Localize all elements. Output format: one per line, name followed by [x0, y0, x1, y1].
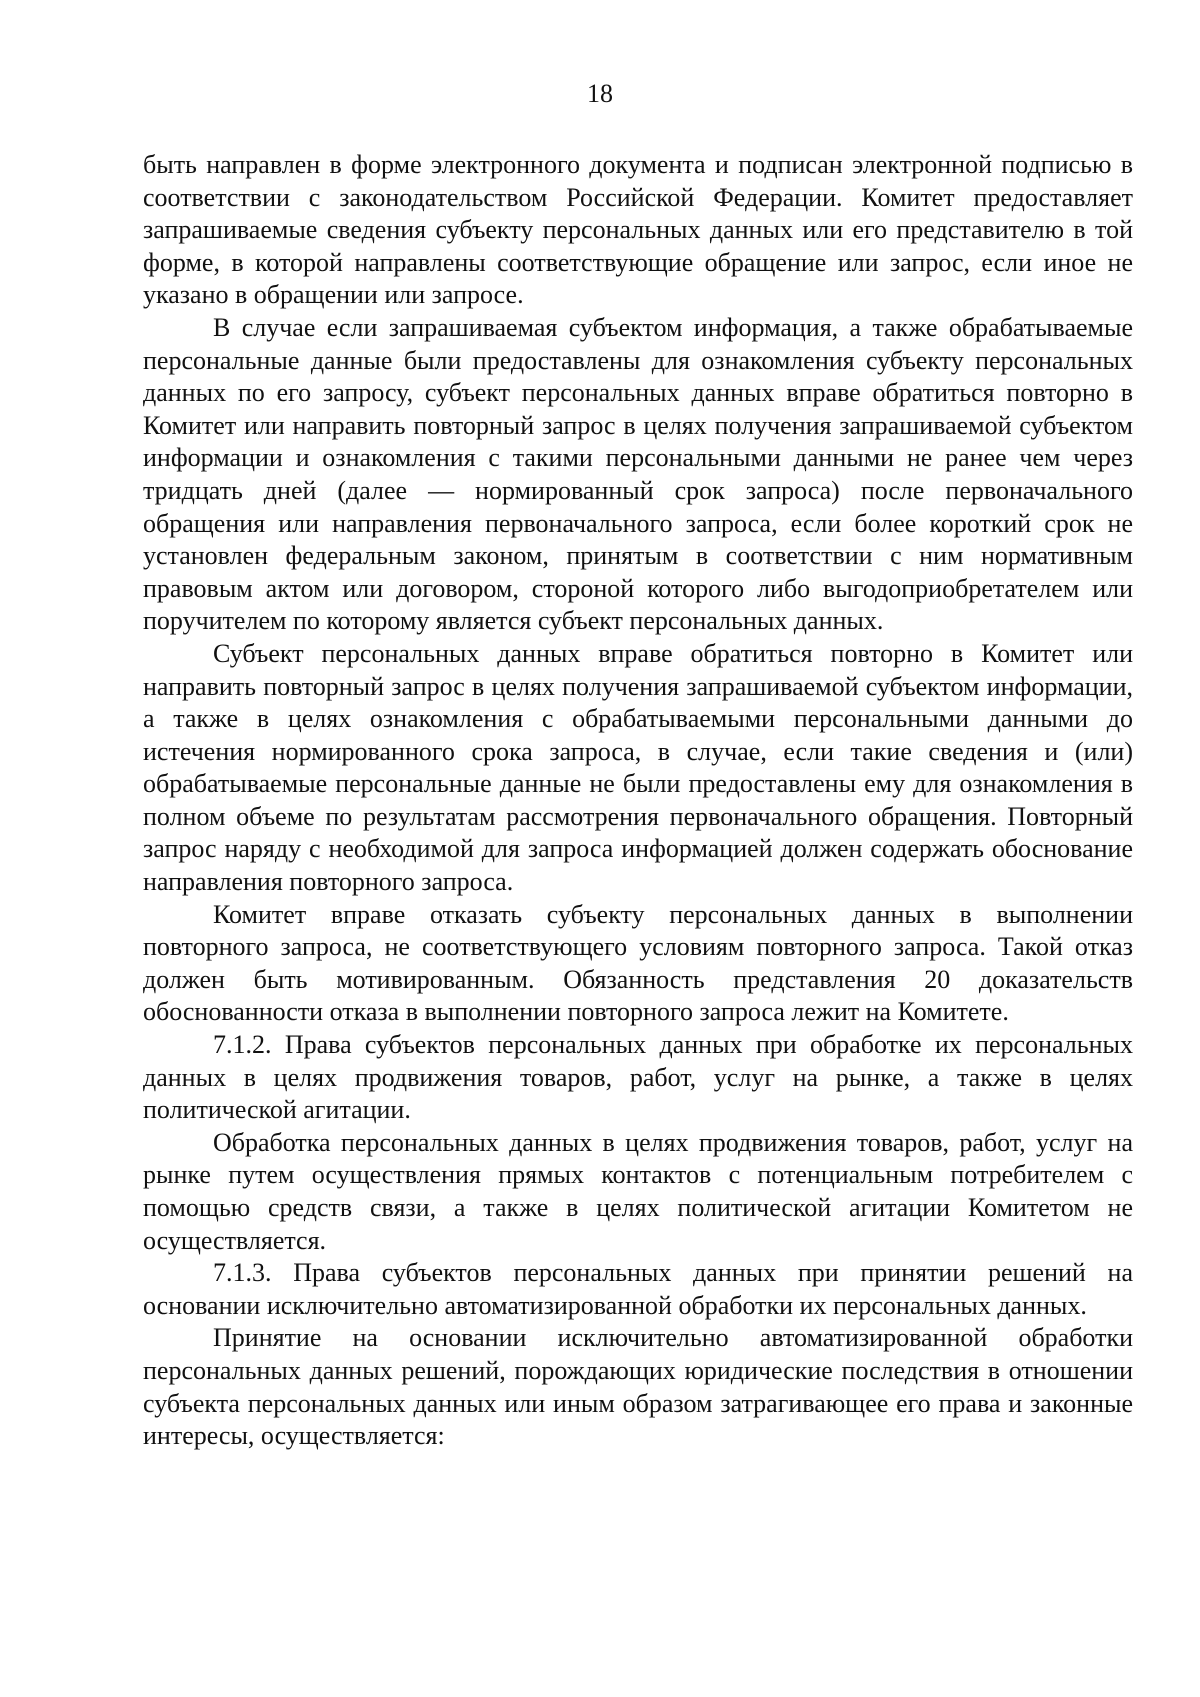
paragraph-early-repeat-request: Субъект персональных данных вправе обратиться повторно в Комитет или направить повторный запрос в целях получения запрашиваемой субъектом информации, а также в целях ознакомления с обрабатываемыми персональными данными до истечения нормированного срока запроса, в случае, если такие сведения и (или) обрабатываемые персональные данные не были предоставлены ему для ознакомления в полном объеме по результатам рассмотрения первоначального обращения. Повторный запрос наряду с необходимой для запроса информацией должен содержать обоснование направления повторного запроса.: [143, 638, 1133, 897]
paragraph-repeat-request-timing: В случае если запрашиваемая субъектом информация, а также обрабатываемые персональные данные были предоставлены для ознакомления субъекту персональных данных по его запросу, субъект персональных данных вправе обратиться повторно в Комитет или направить повторный запрос в целях получения запрашиваемой субъектом информации и ознакомления с такими персональными данными не ранее чем через тридцать дней (далее — нормированный срок запроса) после первоначального обращения или направления первоначального запроса, если более короткий срок не установлен федеральным законом, принятым в соответствии с ним нормативным правовым актом или договором, стороной которого либо выгодоприобретателем или поручителем по которому является субъект персональных данных.: [143, 312, 1133, 636]
page-number: 18: [587, 79, 613, 108]
section-heading-7-1-2: 7.1.2. Права субъектов персональных данных при обработке их персональных данных в целях продвижения товаров, работ, услуг на рынке, а также в целях политической агитации.: [143, 1030, 1133, 1125]
paragraph-marketing-processing: Обработка персональных данных в целях продвижения товаров, работ, услуг на рынке путем осуществления прямых контактов с потенциальным потребителем с помощью средств связи, а также в целях политической агитации Комитетом не осуществляется.: [143, 1127, 1133, 1255]
paragraph-continuation: быть направлен в форме электронного документа и подписан электронной подписью в соответствии с законодательством Российской Федерации. Комитет предоставляет запрашиваемые сведения субъекту персональных данных или его представителю в той форме, в которой направлены соответствующие обращение или запрос, если иное не указано в обращении или запросе.: [143, 150, 1133, 310]
document-body: [143, 149, 1133, 1453]
section-heading-7-1-3: 7.1.3. Права субъектов персональных данных при принятии решений на основании исключительно автоматизированной обработки их персональных данных.: [143, 1258, 1133, 1320]
paragraph-automated-decisions: Принятие на основании исключительно автоматизированной обработки персональных данных решений, порождающих юридические последствия в отношении субъекта персональных данных или иным образом затрагивающее его права и законные интересы, осуществляется:: [143, 1323, 1133, 1451]
paragraph-refusal: Комитет вправе отказать субъекту персональных данных в выполнении повторного запроса, не соответствующего условиям повторного запроса. Такой отказ должен быть мотивированным. Обязанность представления 20 доказательств обоснованности отказа в выполнении повторного запроса лежит на Комитете.: [143, 899, 1133, 1027]
